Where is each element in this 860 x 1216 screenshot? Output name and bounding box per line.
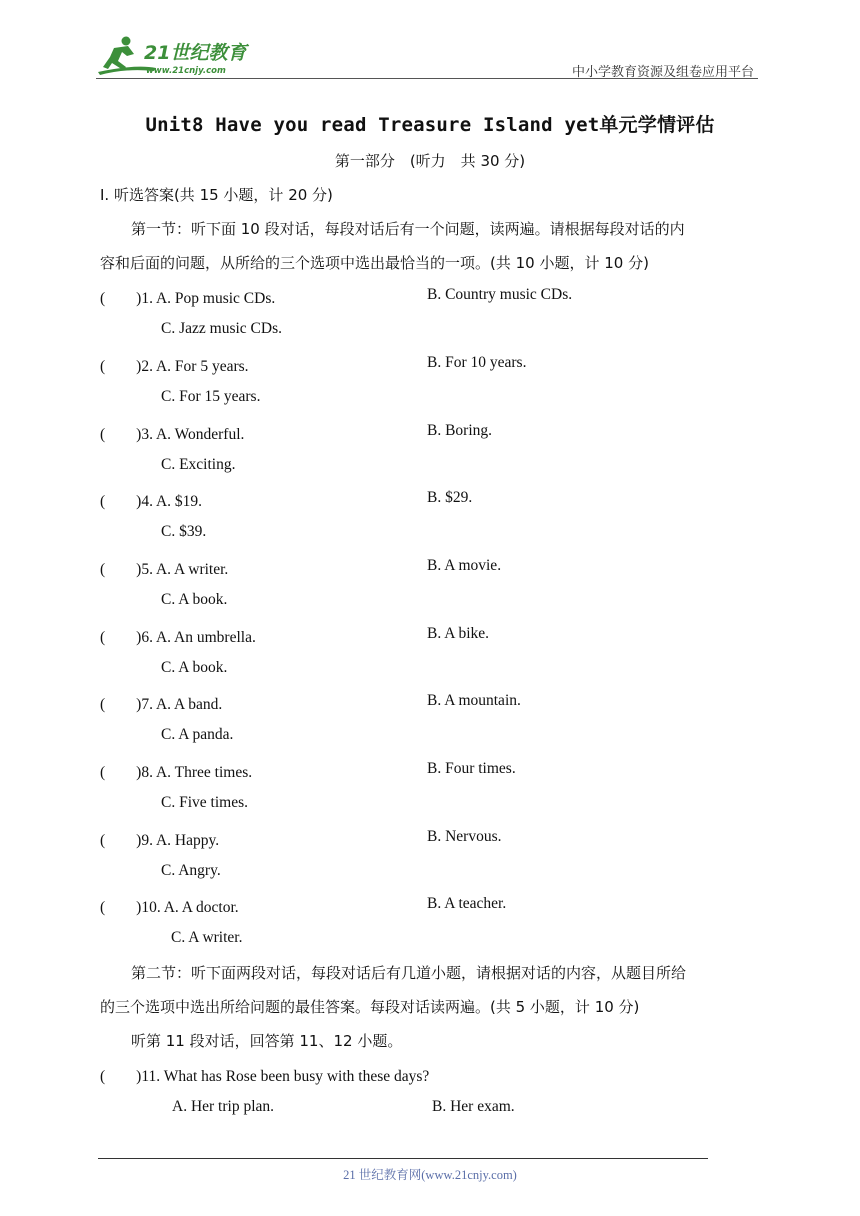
question-1-option-b: B. Country music CDs.	[427, 286, 573, 303]
question-7-option-b: B. A mountain.	[427, 692, 521, 709]
logo-text: 21世纪教育	[144, 42, 247, 64]
question-4-option-b: B. $29.	[427, 489, 473, 506]
question-10-option-b: B. A teacher.	[427, 895, 507, 912]
question-9-option-c: C. Angry.	[161, 862, 221, 879]
question-4-stem: ( )4. A. $19.	[100, 493, 203, 510]
question-8-stem: ( )8. A. Three times.	[100, 764, 253, 781]
question-6-option-b: B. A bike.	[427, 625, 490, 642]
header-platform-text: 中小学教育资源及组卷应用平台	[571, 65, 754, 80]
question-2-option-c: C. For 15 years.	[161, 388, 261, 405]
question-9-option-b: B. Nervous.	[427, 828, 502, 845]
question-5-stem: ( )5. A. A writer.	[100, 561, 229, 578]
section-heading: Ⅰ. 听选答案(共 15 小题，计 20 分)	[100, 186, 333, 204]
question-10-stem: ( )10. A. A doctor.	[100, 899, 239, 916]
question-11-option-b: B. Her exam.	[432, 1098, 515, 1115]
question-8-option-c: C. Five times.	[161, 794, 248, 811]
question-7-stem: ( )7. A. A band.	[100, 696, 223, 713]
part2-instruction-line1: 第二节：听下面两段对话，每段对话后有几道小题，请根据对话的内容，从题目所给	[131, 964, 687, 982]
question-8-option-b: B. Four times.	[427, 760, 516, 777]
question-9-stem: ( )9. A. Happy.	[100, 832, 220, 849]
question-3-option-c: C. Exciting.	[161, 456, 236, 473]
question-5-option-c: C. A book.	[161, 591, 228, 608]
header-divider	[96, 78, 758, 79]
logo-url: www.21cnjy.com	[146, 66, 226, 76]
question-1-stem: ( )1. A. Pop music CDs.	[100, 290, 276, 307]
question-7-option-c: C. A panda.	[161, 726, 234, 743]
question-6-option-c: C. A book.	[161, 659, 228, 676]
question-11-stem: ( )11. What has Rose been busy with these days?	[100, 1068, 430, 1085]
footer-divider	[98, 1158, 708, 1159]
question-1-option-c: C. Jazz music CDs.	[161, 320, 282, 337]
page-title: Unit8 Have you read Treasure Island yet单元学情评估	[145, 114, 715, 136]
question-2-option-b: B. For 10 years.	[427, 354, 527, 371]
part1-instruction-line1: 第一节：听下面 10 段对话，每段对话后有一个问题，读两遍。请根据每段对话的内	[131, 220, 685, 238]
footer-text: 21 世纪教育网(www.21cnjy.com)	[343, 1168, 517, 1182]
question-2-stem: ( )2. A. For 5 years.	[100, 358, 249, 375]
question-5-option-b: B. A movie.	[427, 557, 502, 574]
question-4-option-c: C. $39.	[161, 523, 207, 540]
logo-21cnjy	[96, 34, 266, 76]
part2-instruction-line2: 的三个选项中选出所给问题的最佳答案。每段对话读两遍。(共 5 小题，计 10 分)	[100, 998, 640, 1016]
part1-instruction-line2: 容和后面的问题，从所给的三个选项中选出最恰当的一项。(共 10 小题，计 10 分)	[100, 254, 649, 272]
question-10-option-c: C. A writer.	[171, 929, 243, 946]
dialogue-instruction: 听第 11 段对话，回答第 11、12 小题。	[131, 1032, 403, 1050]
question-11-option-a: A. Her trip plan.	[172, 1098, 275, 1115]
question-3-stem: ( )3. A. Wonderful.	[100, 426, 245, 443]
page-header	[96, 30, 758, 80]
page-subtitle: 第一部分 (听力 共 30 分)	[334, 152, 526, 170]
question-6-stem: ( )6. A. An umbrella.	[100, 629, 256, 646]
question-3-option-b: B. Boring.	[427, 422, 493, 439]
